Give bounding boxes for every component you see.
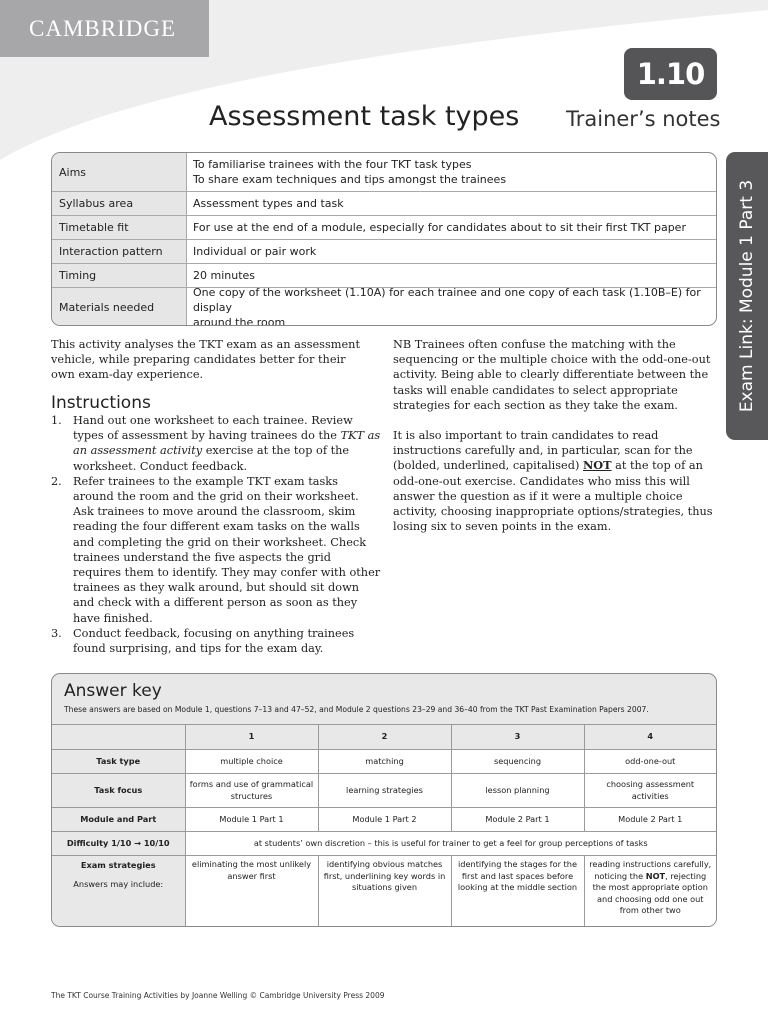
- instructions-tip-paragraph: It is also important to train candidates to read instructions carefully and, in particular, scan for the (bolded, underlined, capitalised) NOT at the top of an odd-one-out exercise. Candidates who miss this will answer the question as if it were a multiple choice activity, choosing inappropriate options/strategies, thus losing six to seven points in the exam.: [393, 429, 713, 534]
- instructions-list: [51, 413, 381, 656]
- info-label: Timing: [52, 264, 187, 287]
- instruction-step: 1. Hand out one worksheet to each trainee. Review types of assessment by having trainees do the TKT as an assessment activity exercise at the top of the worksheet. Conduct feedback.: [51, 414, 381, 473]
- info-value: One copy of the worksheet (1.10A) for each trainee and one copy of each task (1.10B–E) for display around the room: [193, 285, 701, 326]
- column-header: 4: [584, 725, 716, 750]
- table-cell: identifying obvious matches first, underlining key words in situations given: [318, 856, 451, 926]
- table-row: [52, 856, 716, 926]
- table-row: [52, 808, 716, 832]
- exam-link-label: Exam Link: Module 1 Part 3: [737, 179, 757, 413]
- info-row-interaction: [52, 240, 716, 264]
- table-cell: multiple choice: [185, 750, 318, 774]
- info-table: [51, 152, 717, 326]
- info-value: 20 minutes: [193, 269, 256, 282]
- table-cell: Module 1 Part 1: [185, 808, 318, 832]
- answer-key-title: Answer key: [64, 681, 162, 701]
- page-title: Assessment task types: [209, 101, 520, 132]
- info-value: To familiarise trainees with the four TKT task types To share exam techniques and tips amongst the trainees: [193, 158, 507, 186]
- instruction-step: 2. Refer trainees to the example TKT exam tasks around the room and the grid on their worksheet. Ask trainees to move around the classroom, skim reading the four different exam tasks on the walls and completing the grid on their worksheet. Check trainees understand the five aspects the grid requires them to identify. They may confer with other trainees as they walk around, but should sit down and check with a different person as soon as they have finished.: [51, 474, 381, 625]
- table-cell: identifying the stages for the first and last spaces before looking at the middle section: [451, 856, 584, 926]
- table-cell: choosing assessment activities: [584, 774, 716, 808]
- exam-link-tab: [726, 152, 768, 440]
- nb-paragraph: NB Trainees often confuse the matching with the sequencing or the multiple choice with the odd-one-out activity. Being able to clearly differentiate between the tasks will enable candidates to select appropriate strategies for each section as they take the exam.: [393, 338, 711, 412]
- row-label: Exam strategies Answers may include:: [52, 856, 185, 926]
- info-value: Individual or pair work: [193, 245, 317, 258]
- table-cell: learning strategies: [318, 774, 451, 808]
- table-cell: lesson planning: [451, 774, 584, 808]
- row-label: Task type: [52, 750, 185, 774]
- answer-key-note: These answers are based on Module 1, questions 7–13 and 47–52, and Module 2 questions 23–29 and 36–40 from the TKT Past Examination Papers 2007.: [64, 705, 649, 714]
- table-cell: Module 2 Part 1: [584, 808, 716, 832]
- info-label: Aims: [52, 153, 187, 191]
- cambridge-logo: CAMBRIDGE: [0, 0, 209, 57]
- info-label: Syllabus area: [52, 192, 187, 215]
- info-row-syllabus: [52, 192, 716, 216]
- table-row: [52, 725, 716, 750]
- info-row-timetable: [52, 216, 716, 240]
- table-cell: forms and use of grammatical structures: [185, 774, 318, 808]
- info-row-materials: [52, 285, 716, 326]
- intro-paragraph: This activity analyses the TKT exam as an assessment vehicle, while preparing candidates better for their own exam-day experience.: [51, 338, 360, 382]
- answer-key-box: [51, 673, 717, 927]
- table-row: [52, 750, 716, 774]
- table-cell: Module 1 Part 2: [318, 808, 451, 832]
- info-label: Timetable fit: [52, 216, 187, 239]
- table-cell: reading instructions carefully, noticing the NOT, rejecting the most appropriate option and choosing odd one out from other two: [584, 856, 716, 926]
- instruction-step: 3. Conduct feedback, focusing on anything trainees found surprising, and tips for the exam day.: [51, 626, 355, 656]
- table-cell: odd-one-out: [584, 750, 716, 774]
- footer-credit: The TKT Course Training Activities by Joanne Welling © Cambridge University Press 2009: [51, 991, 385, 1000]
- info-label: Interaction pattern: [52, 240, 187, 263]
- answer-key-table: [52, 724, 716, 926]
- info-label: Materials needed: [52, 288, 187, 326]
- info-value: Assessment types and task: [193, 197, 344, 210]
- row-label: Module and Part: [52, 808, 185, 832]
- column-header: 1: [185, 725, 318, 750]
- column-header: 3: [451, 725, 584, 750]
- table-cell: matching: [318, 750, 451, 774]
- unit-number-badge: 1.10: [624, 48, 717, 100]
- table-row: [52, 832, 716, 856]
- column-header: 2: [318, 725, 451, 750]
- row-label: Difficulty 1/10 → 10/10: [52, 832, 185, 856]
- page-subtitle: Trainer’s notes: [566, 107, 721, 131]
- table-cell: sequencing: [451, 750, 584, 774]
- info-row-aims: [52, 153, 716, 192]
- row-label: Task focus: [52, 774, 185, 808]
- table-row: [52, 774, 716, 808]
- instructions-heading: Instructions: [51, 393, 151, 413]
- table-cell: eliminating the most unlikely answer first: [185, 856, 318, 926]
- table-cell: at students’ own discretion – this is useful for trainer to get a feel for group perceptions of tasks: [185, 832, 716, 856]
- info-value: For use at the end of a module, especially for candidates about to sit their first TKT paper: [193, 221, 686, 234]
- table-cell: Module 2 Part 1: [451, 808, 584, 832]
- not-emphasis: NOT: [582, 458, 612, 473]
